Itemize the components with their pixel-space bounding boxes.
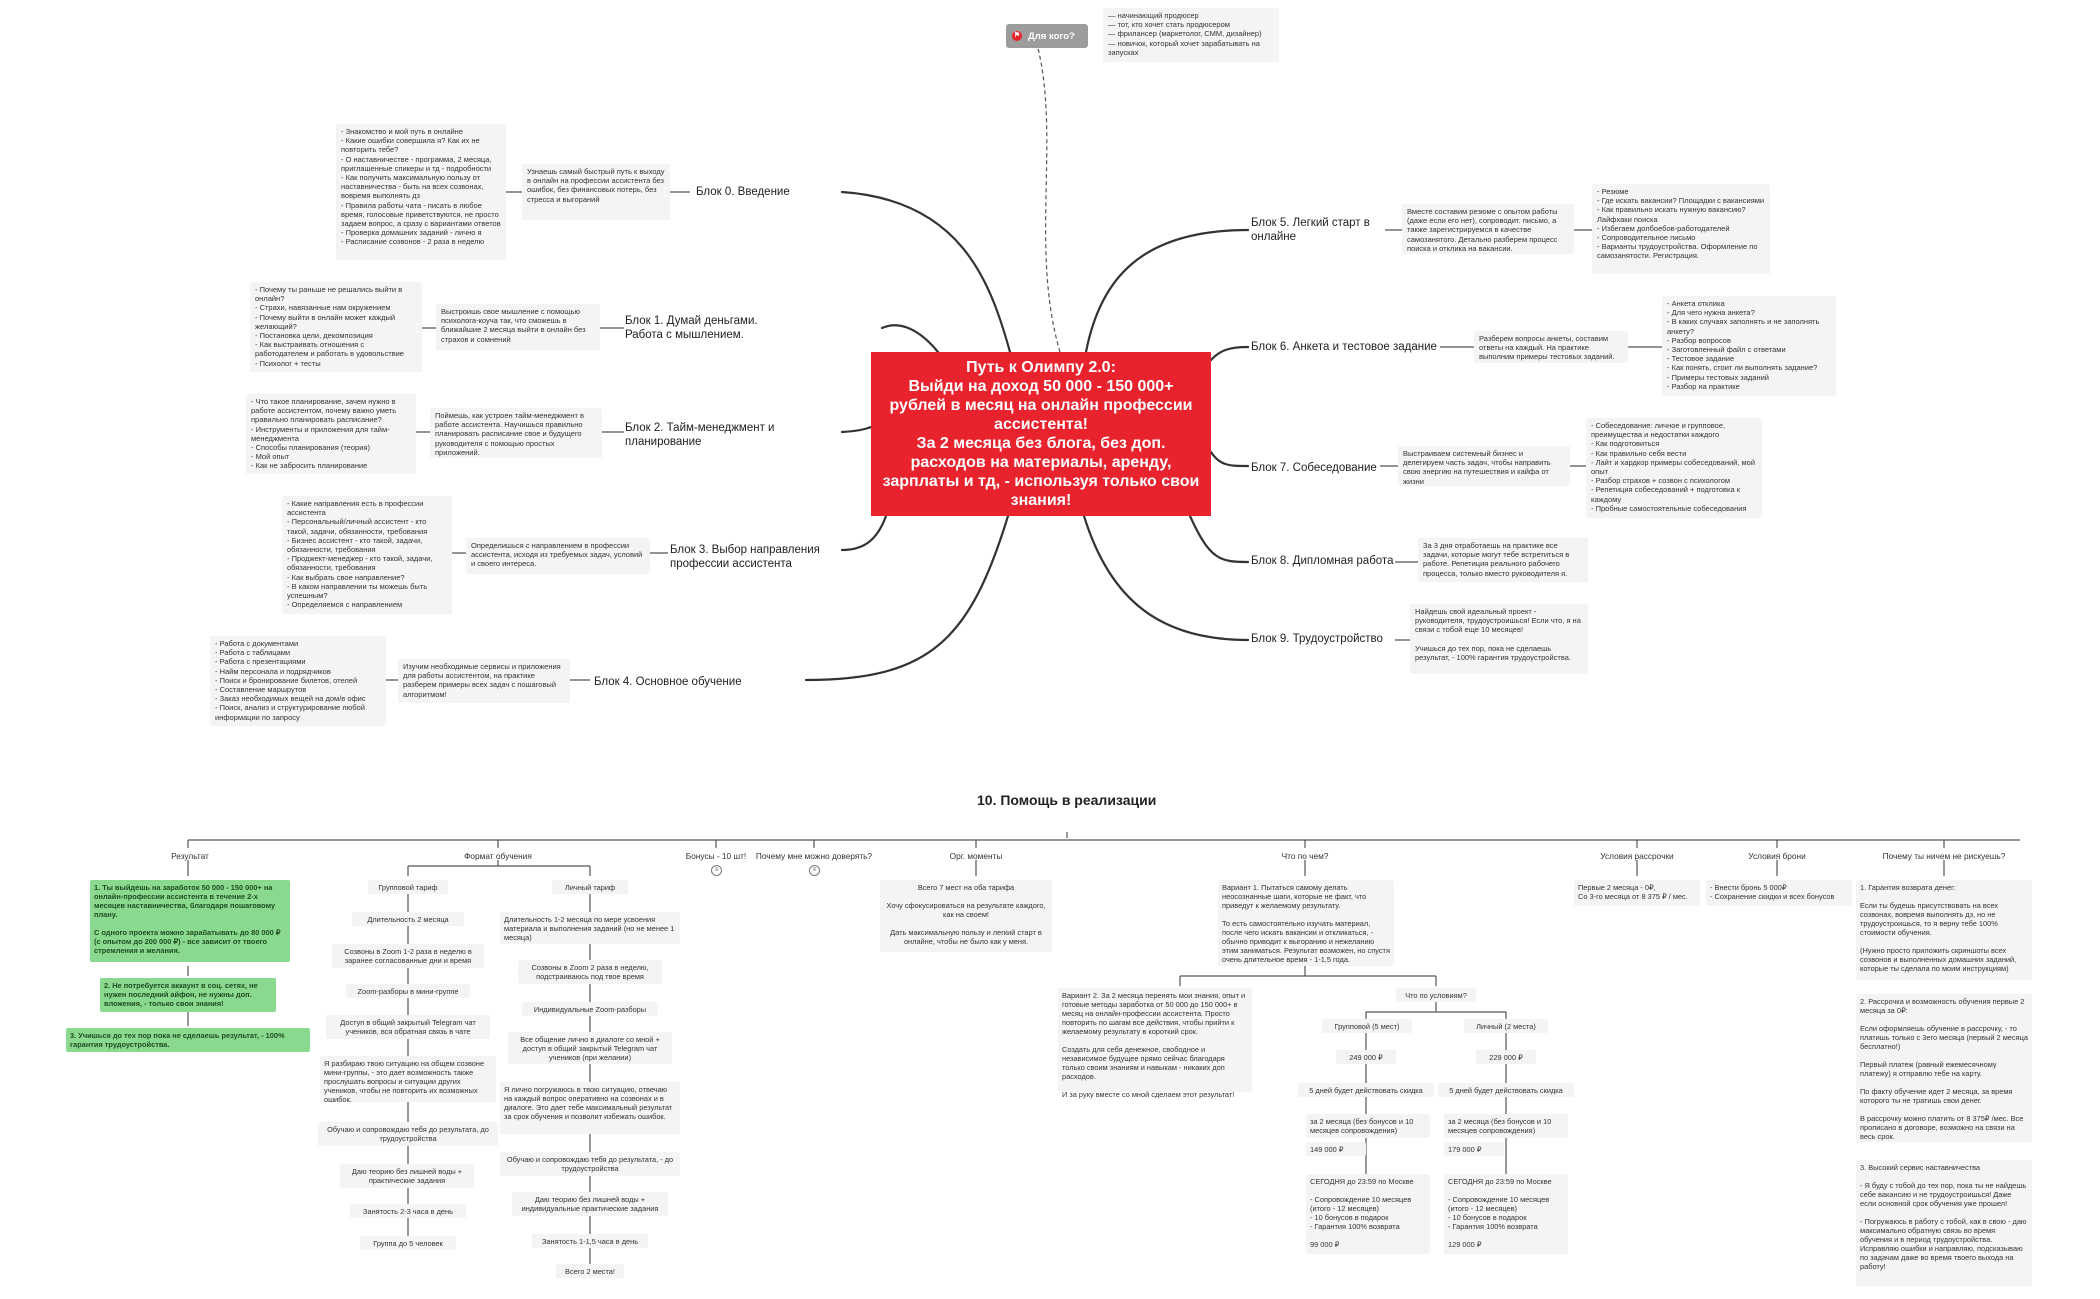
risk-2: 2. Рассрочка и возможность обучения первые 2 месяца за 0₽: Если оформляешь обучение в рассрочку, - то платишь только с 3его месяца (первый 2 месяца бесплатно!) Первый платеж (равный ежемесячному платежу) я отправлю тебе на карту. По факту обучение идет 2 месяца, за время которого ты не тратишь свои денег. В рассрочку можно платить от 8 375₽ /мес. Все прописано в договоре, возможно на связи на весь срок. [1856, 994, 2032, 1142]
personal-item: Обучаю и сопровождаю тебя до результата, - до трудоустройства [500, 1152, 680, 1176]
result-1: 1. Ты выйдешь на заработок 50 000 - 150 000+ на онлайн-профессии ассистента в течение 2-х месяцев наставничества, благодаря пошаговому плану. С одного проекта можно зарабатывать до 80 000 ₽ (с опытом до 200 000 ₽) - все зависит от твоего стремления и желания. [90, 880, 290, 962]
price-personal-item: за 2 месяца (без бонусов и 10 месяцев сопровождения) [1444, 1114, 1568, 1138]
group-item: Я разбираю твою ситуацию на общем созвоне мини-группы, - это дает возможность также прослушать вопросы и ситуации других учеников, чтобы не повторить их возможных ошибок. [320, 1056, 496, 1102]
block-3-details: - Какие направления есть в профессии ассистента - Персональный/личный ассистент - кто такой, задачи, обязанности, требования - Бизнес ассистент - кто такой, задачи, обязанности, требования - Проджект-менеджер - кто такой, задачи, обязанности, требования - Как выбрать свое направление? - В каком направлении ты можешь быть успешным? - Определяемся с направлением [282, 496, 452, 614]
price-personal-title: Личный (2 места) [1464, 1019, 1548, 1033]
variant-1: Вариант 1. Пытаться самому делать неосознанные шаги, которые не факт, что приведут к желаемому результату. То есть самостоятельно изучать материал, после чего искать вакансии и откликаться, - обычно приводит к выгоранию и нежеланию этим заниматься. Результат возможен, но спустя очень длительное время - 1-1,5 года. [1218, 880, 1394, 966]
block-2-details: - Что такое планирование, зачем нужно в работе ассистентом, почему важно уметь правильно планировать расписание? - Инструменты и приложения для тайм-менеджмента - Способы планирования (теория) - Мой опыт - Как не забросить планирование [246, 394, 416, 474]
variant-2: Вариант 2. За 2 месяца перенять мои знания, опыт и готовые методы заработка от 50 000 до 150 000+ в месяц на онлайн-профессии ассистента. Просто повторить по шагам все действия, чтобы прийти к желаемому результату в короткий срок. Создать для себя денежное, свободное и независимое будущее прямо сейчас благодаря только своим знаниям и навыкам - никаких доп расходов. И за руку вместе со мной сделаем этот результат! [1058, 988, 1252, 1092]
installment-note: Первые 2 месяца - 0₽, Со 3-го месяца от 8 375 ₽ / мес. [1574, 880, 1700, 906]
section-10-title[interactable]: 10. Помощь в реализации [977, 792, 1157, 808]
price-group-item: 249 000 ₽ [1336, 1050, 1396, 1064]
personal-item: Даю теорию без лишней воды + индивидуальные практические задания [512, 1192, 668, 1216]
audience-topic[interactable] [1006, 24, 1088, 48]
block-7-title[interactable]: Блок 7. Собеседование [1251, 462, 1377, 474]
block-3-summary: Определишься с направлением в профессии ассистента, исходя из требуемых задач, условий и своего интереса. [466, 538, 650, 574]
block-5-details: - Резюме - Где искать вакансии? Площадки с вакансиями - Как правильно искать нужную вакансию? Лайфхаки поиска - Избегаем долбоебов-работодателей - Сопроводительное письмо - Варианты трудоустройства. Оформление по самозанятости. Регистрация. [1592, 184, 1770, 274]
block-1-summary: Выстроишь свое мышление с помощью психолога-коуча так, что сможешь в ближайшие 2 месяца выйти в онлайн без страхов и сомнений [436, 304, 600, 350]
group-item: Обучаю и сопровождаю тебя до результата, до трудоустройства [318, 1122, 498, 1146]
column-format[interactable]: Формат обучения [464, 851, 532, 861]
column-installment[interactable]: Условия рассрочки [1600, 851, 1674, 861]
group-item: Доступ в общий закрытый Telegram чат учеников, вся обратная связь в чате [326, 1015, 490, 1039]
personal-item: Занятость 1-1,5 часа в день [532, 1234, 648, 1248]
group-item: Длительность 2 месяца [352, 912, 464, 926]
personal-item: Всего 2 места! [556, 1264, 624, 1278]
personal-item: Индивидуальные Zoom-разборы [522, 1002, 658, 1016]
block-7-details: - Собеседование: личное и групповое, преимущества и недостатки каждого - Как подготовиться - Как правильно себя вести - Лайт и хардкор примеры собеседований, мой опыт - Разбор страхов + созвон с психологом - Репетиция собеседований + подготовка к каждому - Пробные самостоятельные собеседования [1586, 418, 1762, 518]
personal-item: Длительность 1-2 месяца по мере усвоения материала и выполнения заданий (но не менее 1 месяца) [500, 912, 680, 944]
note-icon[interactable]: ≡ [809, 865, 820, 876]
risk-1: 1. Гарантия возврата денег: Если ты будешь присутствовать на всех созвонах, вовремя выполнять дз, но не трудоустроишься, то я верну тебе 100% стоимости обучения. (Нужно просто приложить скриншоты всех созвонов и выполненных домашних заданий, которые ты сделала по моим инструкциям) [1856, 880, 2032, 980]
block-6-details: - Анкета отклика - Для чего нужна анкета? - В каких случаях заполнять и не заполнять анкету? - Разбор вопросов - Заготовленный файл с ответами - Тестовое задание - Как понять, стоит ли выполнять задание? - Примеры тестовых заданий - Разбор на практике [1662, 296, 1836, 396]
price-personal-item: СЕГОДНЯ до 23:59 по Москве - Сопровождение 10 месяцев (итого - 12 месяцев) - 10 бонусов в подарок - Гарантия 100% возврата 129 000 ₽ [1444, 1174, 1568, 1254]
price-group-title: Групповой (5 мест) [1322, 1019, 1412, 1033]
personal-item: Созвоны в Zoom 2 раза в неделю, подстраиваюсь под твое время [518, 960, 662, 984]
block-4-summary: Изучим необходимые сервисы и приложения для работы ассистентом, на практике разберем примеры всех задач с пошаговый алгоритмом! [398, 659, 570, 703]
block-1-details: - Почему ты раньше не решались выйти в онлайн? - Страхи, навязанные нам окружением - Почему выйти в онлайн может каждый желающий? - Постановка цели, декомпозиция - Как выстраивать отношения с работодателем и работать в удовольствие - Психолог + тесты [250, 282, 422, 372]
block-0-title[interactable]: Блок 0. Введение [696, 186, 790, 198]
block-8-summary: За 3 дня отработаешь на практике все задачи, которые могут тебе встретиться в работе. Репетиция реального рабочего процесса, только вместо руководителя я. [1418, 538, 1588, 582]
booking-note: - Внести бронь 5 000₽ - Сохранение скидки и всех бонусов [1706, 880, 1852, 906]
conditions-title: Что по условиям? [1396, 988, 1476, 1002]
block-9-summary: Найдешь свой идеальный проект - руководителя, трудоустроишься! Если что, я на связи с тобой еще 10 месяцев! Учишься до тех пор, пока не сделаешь результат, - 100% гарантия трудоустройства. [1410, 604, 1588, 674]
block-4-title[interactable]: Блок 4. Основное обучение [594, 676, 742, 688]
audience-label: Для кого? [1028, 30, 1075, 42]
column-result[interactable]: Результат [171, 851, 209, 861]
block-6-summary: Разберем вопросы анкеты, составим ответы на каждый. На практике выполним примеры тестовых заданий. [1474, 331, 1628, 363]
block-5-summary: Вместе составим резюме с опытом работы (даже если его нет), сопроводит. письмо, а также зарегистрируемся в качестве самозанятого. Детально разберем процесс поиска и отклика на вакансии. [1402, 204, 1574, 254]
block-0-summary: Узнаешь самый быстрый путь к выходу в онлайн на профессии ассистента без ошибок, без финансовых потерь, без стресса и выгораний [522, 164, 670, 220]
block-9-title[interactable]: Блок 9. Трудоустройство [1251, 633, 1383, 645]
block-6-title[interactable]: Блок 6. Анкета и тестовое задание [1251, 341, 1437, 353]
group-tariff-title: Групповой тариф [368, 880, 448, 894]
block-2-summary: Поймешь, как устроен тайм-менеджмент в работе ассистента. Научишься правильно планировать расписание свое и будущего руководителя с помощью простых приложений. [430, 408, 602, 458]
column-price[interactable]: Что по чем? [1281, 851, 1329, 861]
column-risk[interactable]: Почему ты ничем не рискуешь? [1882, 851, 2006, 861]
column-org[interactable]: Орг. моменты [949, 851, 1003, 861]
price-group-item: 5 дней будет действовать скидка [1298, 1083, 1434, 1097]
flag-icon: ⚑ [1013, 32, 1021, 39]
group-item: Даю теорию без лишней воды + практические задания [340, 1164, 474, 1188]
block-3-title[interactable]: Блок 3. Выбор направления профессии ассистента [670, 544, 820, 570]
group-item: Группа до 5 человек [360, 1236, 456, 1250]
central-topic[interactable] [871, 352, 1211, 516]
block-7-summary: Выстраиваем системный бизнес и делегируем часть задач, чтобы направить свою энергию на путешествия и кайфа от жизни [1398, 446, 1570, 486]
block-5-title[interactable]: Блок 5. Легкий старт в онлайне [1251, 217, 1370, 243]
block-4-details: - Работа с документами - Работа с таблицами - Работа с презентациями - Найм персонала и подрядчиков - Поиск и бронирование билетов, отелей - Составление маршрутов - Заказ необходимых вещей на дом/в офис - Поиск, анализ и структурирование любой информации по запросу [210, 636, 386, 726]
note-icon[interactable]: ≡ [711, 865, 722, 876]
personal-item: Все общение лично в диалоге со мной + доступ в общий закрытый Telegram чат учеников (при желании) [508, 1032, 672, 1064]
group-item: Созвоны в Zoom 1-2 раза в неделю в заранее согласованные дни и время [332, 944, 484, 968]
group-item: Zoom-разборы в мини-группе [346, 984, 470, 998]
block-2-title[interactable]: Блок 2. Тайм-менеджмент и планирование [625, 422, 775, 448]
personal-item: Я лично погружаюсь в твою ситуацию, отвечаю на каждый вопрос оперативно на созвонах и в диалоге. Это дает тебе максимальный результат за срок обучения и позволит избежать ошибок. [500, 1082, 680, 1134]
block-8-title[interactable]: Блок 8. Дипломная работа [1251, 555, 1394, 567]
block-1-title[interactable]: Блок 1. Думай деньгами. Работа с мышлением. [625, 315, 758, 341]
price-group-item: 149 000 ₽ [1306, 1142, 1366, 1156]
group-item: Занятость 2-3 часа в день [350, 1204, 466, 1218]
audience-note: — начинающий продюсер — тот, кто хочет стать продюсером — фрилансер (маркетолог, СММ, дизайнер) — новичок, который хочет зарабатывать на запусках [1103, 8, 1279, 62]
price-personal-item: 5 дней будет действовать скидка [1438, 1083, 1574, 1097]
price-personal-item: 229 000 ₽ [1476, 1050, 1536, 1064]
central-topic-text: Путь к Олимпу 2.0: Выйди на доход 50 000 - 150 000+ рублей в месяц на онлайн профессии ассистента! За 2 месяца без блога, без доп. расходов на материалы, аренду, зарплаты и тд, - используя только свои знания! [882, 359, 1200, 509]
block-0-details: - Знакомство и мой путь в онлайне - Какие ошибки совершила я? Как их не повторить тебе? - О наставничестве - программа, 2 месяца, приглашенные спикеры и тд - подробности - Как получить максимальную пользу от наставничества - быть на всех созвонах, вовремя выполнять дз - Правила работы чата - писать в любое время, голосовые приветствуются, не просто задаем вопрос, а сразу с вариантами ответов - Проверка домашних заданий - лично я - Расписание созвонов - 2 раза в неделю [336, 124, 506, 260]
column-booking[interactable]: Условия брони [1748, 851, 1806, 861]
column-trust[interactable]: Почему мне можно доверять? [755, 851, 873, 861]
result-2: 2. Не потребуется аккаунт в соц. сетях, не нужен последний айфон, не нужны доп. вложения, - только свои знания! [100, 978, 276, 1012]
price-group-item: СЕГОДНЯ до 23:59 по Москве - Сопровождение 10 месяцев (итого - 12 месяцев) - 10 бонусов в подарок - Гарантия 100% возврата 99 000 ₽ [1306, 1174, 1430, 1254]
price-personal-item: 179 000 ₽ [1444, 1142, 1504, 1156]
result-3: 3. Учишься до тех пор пока не сделаешь результат, - 100% гарантия трудоустройства. [66, 1028, 310, 1052]
price-group-item: за 2 месяца (без бонусов и 10 месяцев сопровождения) [1306, 1114, 1430, 1138]
risk-3: 3. Высокий сервис наставничества - Я буду с тобой до тех пор, пока ты не найдешь себе вакансию и не трудоустроишься! Даже если основной срок обучения уже прошел! - Погружаюсь в работу с тобой, как в свою - даю максимально обратную связь во время обучения и в период трудоустройства. Исправляю ошибки и направляю, подсказываю по задачам даже во время твоего выхода на работу! [1856, 1160, 2032, 1286]
column-bonuses[interactable]: Бонусы - 10 шт! [685, 851, 747, 861]
personal-tariff-title: Личный тариф [552, 880, 628, 894]
org-note: Всего 7 мест на оба тарифа Хочу сфокусироваться на результате каждого, как на своем! Дать максимальную пользу и легкий старт в онлайне, чтобы не было как у меня. [880, 880, 1052, 952]
